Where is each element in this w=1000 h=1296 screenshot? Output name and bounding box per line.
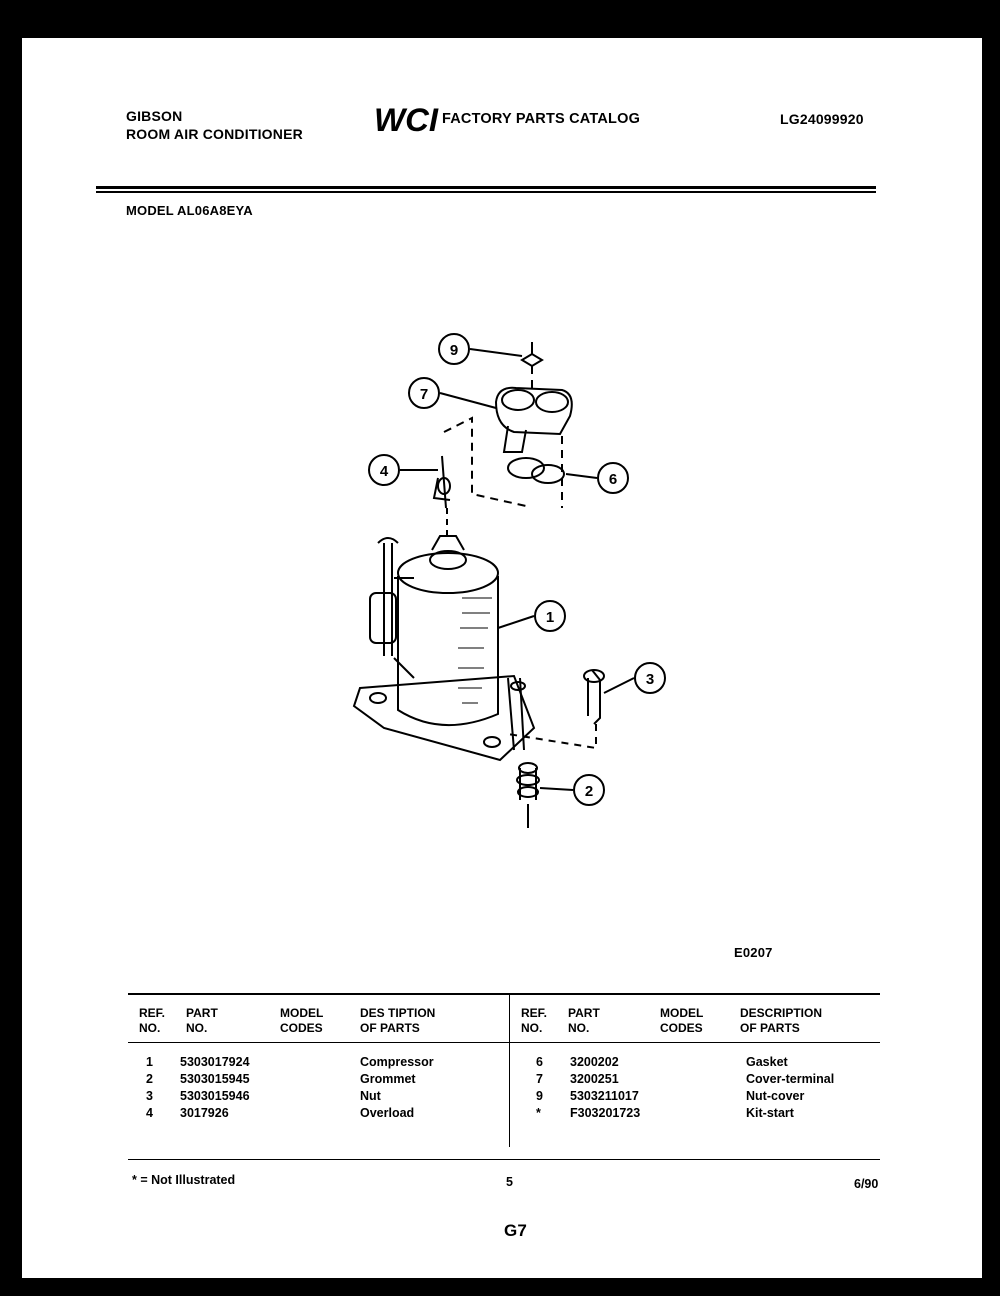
callout-9: 9 <box>449 342 459 359</box>
table-rule-header <box>128 1042 880 1043</box>
revision-date: 6/90 <box>854 1177 879 1191</box>
table-cell: Grommet <box>360 1072 416 1086</box>
table-cell: Kit-start <box>746 1106 794 1120</box>
col-ref-left: REF. NO. <box>139 1006 166 1035</box>
callout-2: 2 <box>584 783 594 800</box>
right-ref-column <box>536 1054 543 1122</box>
table-rule-top <box>128 993 880 995</box>
footnote: * = Not Illustrated <box>132 1173 236 1187</box>
table-cell: Overload <box>360 1106 415 1120</box>
table-cell: * <box>536 1106 541 1120</box>
table-cell: 1 <box>146 1055 153 1069</box>
table-cell: Nut-cover <box>746 1089 805 1103</box>
table-cell: 3200251 <box>570 1072 619 1086</box>
table-cell: F303201723 <box>570 1106 641 1120</box>
brand-line-1: GIBSON <box>126 108 183 124</box>
col-model-right: MODEL CODES <box>660 1006 704 1035</box>
table-cell: 7 <box>536 1072 543 1086</box>
callout-1: 1 <box>545 609 555 626</box>
col-desc-left: DES TIPTION OF PARTS <box>360 1006 436 1035</box>
table-cell: 5303015945 <box>180 1072 250 1086</box>
table-divider <box>509 993 510 1147</box>
callout-4: 4 <box>379 463 389 480</box>
table-cell: Cover-terminal <box>746 1072 835 1086</box>
right-part-column <box>570 1054 640 1122</box>
gasket-part-6 <box>508 458 544 478</box>
page-number: 5 <box>506 1175 513 1189</box>
table-cell: 3017926 <box>180 1106 229 1120</box>
col-part-left: PART NO. <box>186 1006 218 1035</box>
figure-code: E0207 <box>734 945 773 960</box>
exploded-diagram <box>22 38 982 938</box>
logo-text: WCI <box>374 102 440 136</box>
callout-7: 7 <box>419 386 429 403</box>
right-desc-column <box>746 1054 834 1122</box>
col-desc-right: DESCRIPTION OF PARTS <box>740 1006 823 1035</box>
brand-line-2: ROOM AIR CONDITIONER <box>126 126 303 142</box>
callout-3: 3 <box>645 671 655 688</box>
catalog-code: LG24099920 <box>780 111 864 127</box>
table-cell: Compressor <box>360 1055 434 1069</box>
catalog-page <box>22 38 982 1278</box>
overload-part-4 <box>434 456 450 508</box>
model-label: MODEL AL06A8EYA <box>126 203 253 218</box>
mount-hole-left <box>370 693 386 703</box>
table-cell: 2 <box>146 1072 153 1086</box>
catalog-title: FACTORY PARTS CATALOG <box>442 111 641 127</box>
col-model-left: MODEL CODES <box>280 1006 324 1035</box>
callout-6: 6 <box>608 471 618 488</box>
table-cell: 5303211017 <box>570 1089 639 1103</box>
left-desc-column <box>360 1054 434 1122</box>
nut-part-3 <box>588 670 600 724</box>
nut-cover-part-9 <box>522 354 542 366</box>
table-cell: 6 <box>536 1055 543 1069</box>
table-cell: 9 <box>536 1089 543 1103</box>
table-cell: 5303015946 <box>180 1089 250 1103</box>
table-cell: Gasket <box>746 1055 788 1069</box>
section-code: G7 <box>504 1221 528 1240</box>
table-cell: 3 <box>146 1089 153 1103</box>
base-plate <box>354 676 534 760</box>
compressor-top <box>398 553 498 593</box>
col-part-right: PART NO. <box>568 1006 600 1035</box>
mount-hole-right <box>484 737 500 747</box>
table-cell: Nut <box>360 1089 381 1103</box>
table-cell: 4 <box>146 1106 153 1120</box>
table-cell: 3200202 <box>570 1055 619 1069</box>
col-ref-right: REF. NO. <box>521 1006 548 1035</box>
table-cell: 5303017924 <box>180 1055 250 1069</box>
footer-rule <box>128 1159 880 1160</box>
left-part-column <box>180 1054 250 1122</box>
left-ref-column <box>146 1054 153 1122</box>
